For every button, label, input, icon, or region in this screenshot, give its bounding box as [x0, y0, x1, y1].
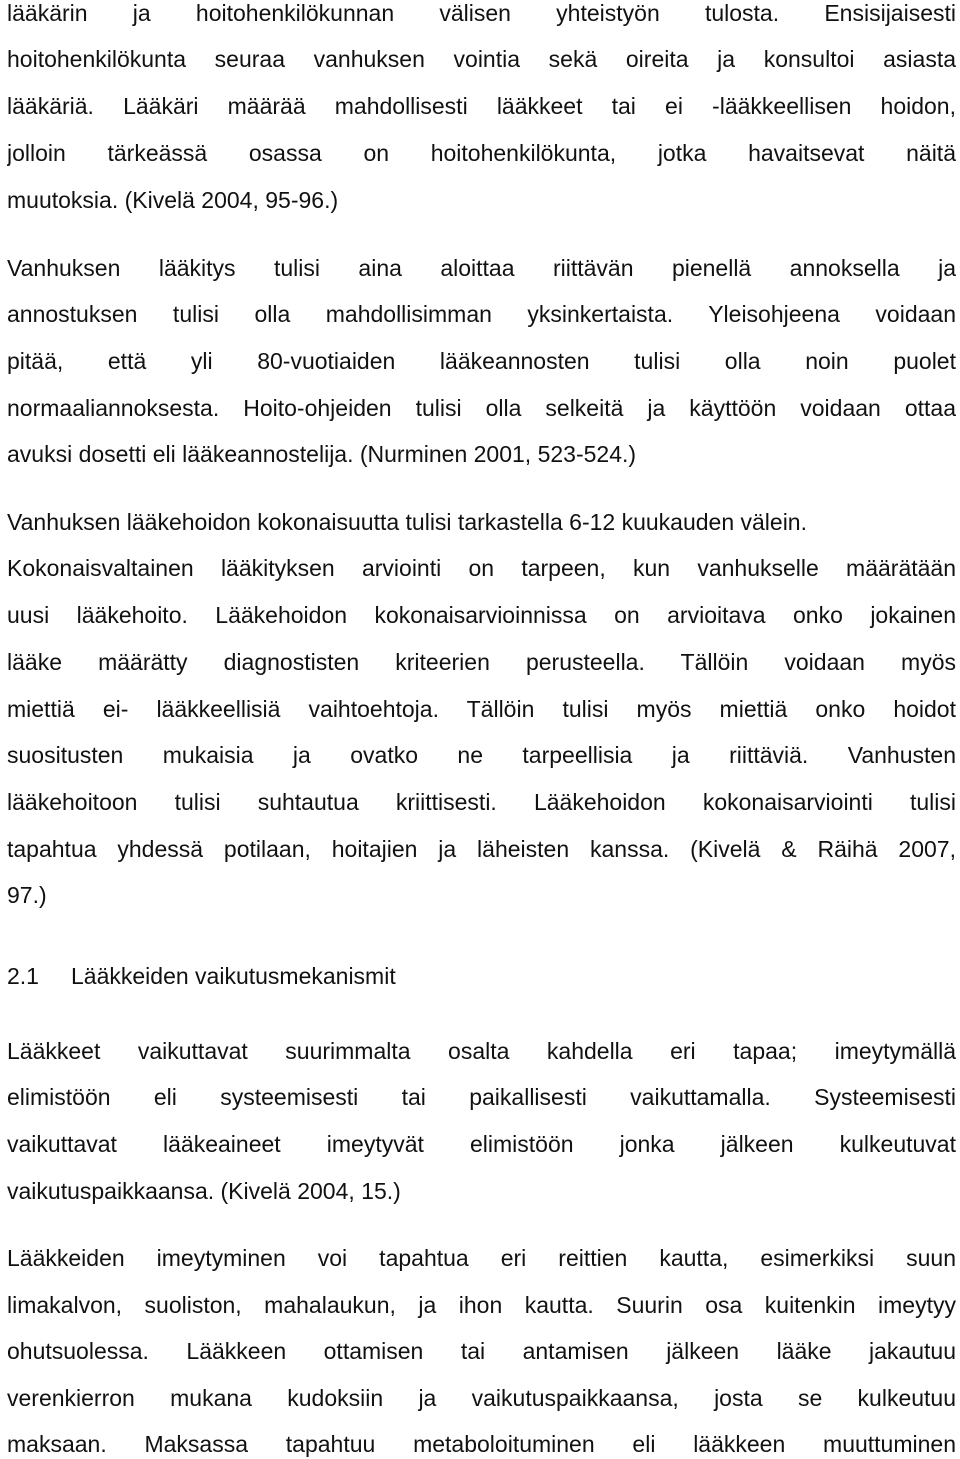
paragraph-2-line-1: Vanhuksen lääkitys tulisi aina aloittaa riittävän pienellä annoksella ja [7, 255, 956, 281]
paragraph-4-line-4: vaikutuspaikkaansa. (Kivelä 2004, 15.) [7, 1178, 401, 1204]
paragraph-1-line-2: hoitohenkilökunta seuraa vanhuksen vointia sekä oireita ja konsultoi asiasta [7, 46, 956, 72]
paragraph-5-line-1: Lääkkeiden imeytyminen voi tapahtua eri reittien kautta, esimerkiksi suun [7, 1245, 956, 1271]
paragraph-3-line-9: 97.) [7, 882, 47, 908]
paragraph-3-line-4: lääke määrätty diagnostisten kriteerien perusteella. Tällöin voidaan myös [7, 649, 956, 675]
paragraph-2-line-5: avuksi dosetti eli lääkeannostelija. (Nurminen 2001, 523-524.) [7, 441, 637, 467]
paragraph-3-line-2: Kokonaisvaltainen lääkityksen arviointi on tarpeen, kun vanhukselle määrätään [7, 555, 956, 581]
section-heading [7, 961, 956, 991]
section-title: Lääkkeiden vaikutusmekanismit [71, 963, 396, 989]
paragraph-4-line-1: Lääkkeet vaikuttavat suurimmalta osalta kahdella eri tapaa; imeytymällä [7, 1038, 956, 1064]
paragraph-1-line-1: lääkärin ja hoitohenkilökunnan välisen yhteistyön tulosta. Ensisijaisesti [7, 0, 956, 26]
paragraph-1-line-3: lääkäriä. Lääkäri määrää mahdollisesti lääkkeet tai ei -lääkkeellisen hoidon, [7, 93, 956, 119]
paragraph-3-line-7: lääkehoitoon tulisi suhtautua kriittisesti. Lääkehoidon kokonaisarviointi tulisi [7, 789, 956, 815]
paragraph-2-line-3: pitää, että yli 80-vuotiaiden lääkeannosten tulisi olla noin puolet [7, 348, 956, 374]
paragraph-3-line-6: suositusten mukaisia ja ovatko ne tarpeellisia ja riittäviä. Vanhusten [7, 742, 956, 768]
paragraph-5-line-2: limakalvon, suoliston, mahalaukun, ja ihon kautta. Suurin osa kuitenkin imeytyy [7, 1292, 956, 1318]
paragraph-4-line-3: vaikuttavat lääkeaineet imeytyvät elimistöön jonka jälkeen kulkeutuvat [7, 1131, 956, 1157]
paragraph-4-line-2: elimistöön eli systeemisesti tai paikallisesti vaikuttamalla. Systeemisesti [7, 1084, 956, 1110]
section-number: 2.1 [7, 963, 39, 989]
paragraph-3-line-3: uusi lääkehoito. Lääkehoidon kokonaisarvioinnissa on arvioitava onko jokainen [7, 602, 956, 628]
paragraph-1-line-5: muutoksia. (Kivelä 2004, 95-96.) [7, 187, 339, 213]
paragraph-3-line-1: Vanhuksen lääkehoidon kokonaisuutta tulisi tarkastella 6-12 kuukauden välein. [7, 509, 807, 535]
paragraph-5-line-5: maksaan. Maksassa tapahtuu metaboloituminen eli lääkkeen muuttuminen [7, 1431, 956, 1457]
paragraph-2-line-4: normaaliannoksesta. Hoito-ohjeiden tulisi olla selkeitä ja käyttöön voidaan ottaa [7, 395, 956, 421]
paragraph-1-line-4: jolloin tärkeässä osassa on hoitohenkilökunta, jotka havaitsevat näitä [7, 140, 956, 166]
paragraph-3-line-8: tapahtua yhdessä potilaan, hoitajien ja läheisten kanssa. (Kivelä & Räihä 2007, [7, 836, 956, 862]
paragraph-2-line-2: annostuksen tulisi olla mahdollisimman yksinkertaista. Yleisohjeena voidaan [7, 301, 956, 327]
paragraph-5-line-3: ohutsuolessa. Lääkkeen ottamisen tai antamisen jälkeen lääke jakautuu [7, 1338, 956, 1364]
paragraph-5-line-4: verenkierron mukana kudoksiin ja vaikutuspaikkaansa, josta se kulkeutuu [7, 1385, 956, 1411]
paragraph-3-line-5: miettiä ei- lääkkeellisiä vaihtoehtoja. Tällöin tulisi myös miettiä onko hoidot [7, 696, 956, 722]
